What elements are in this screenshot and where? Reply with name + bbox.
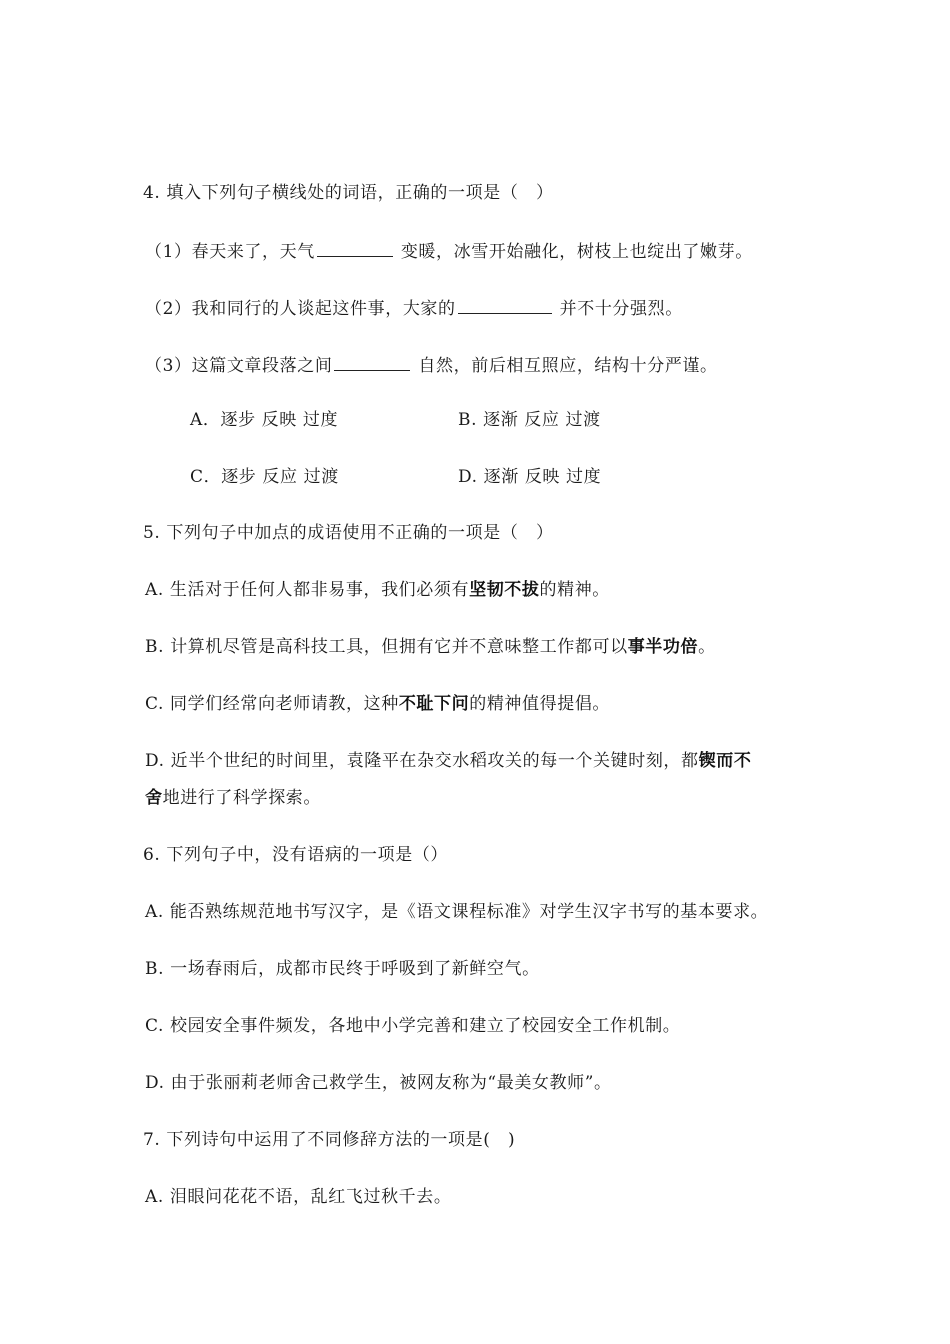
question-6-option-b: B. 一场春雨后，成都市民终于呼吸到了新鲜空气。 [145, 959, 540, 979]
option-text: B. 计算机尽管是高科技工具，但拥有它并不意味整工作都可以 [145, 637, 628, 657]
question-6-option-d: D. 由于张丽莉老师舍己救学生，被网友称为“最美女教师”。 [145, 1073, 612, 1093]
question-5-option-c [145, 692, 610, 716]
option-text: D. 近半个世纪的时间里，袁隆平在杂交水稻攻关的每一个关键时刻，都 [145, 751, 699, 771]
question-5-stem: 5. 下列句子中加点的成语使用不正确的一项是（ ） [143, 523, 554, 543]
idiom-highlight: 不耻下问 [398, 694, 470, 714]
question-4-sentence-1 [145, 238, 753, 264]
fill-blank [458, 295, 552, 314]
sentence-text: 自然，前后相互照应，结构十分严谨。 [412, 356, 718, 376]
question-4-sentence-2 [145, 295, 683, 321]
idiom-highlight: 锲而不 [698, 751, 752, 771]
sentence-text: 并不十分强烈。 [553, 299, 683, 319]
question-5-option-d [145, 749, 751, 773]
question-6-option-a: A. 能否熟练规范地书写汉字，是《语文课程标准》对学生汉字书写的基本要求。 [145, 902, 769, 922]
question-4-sentence-3 [145, 352, 718, 378]
question-5-option-a [145, 578, 610, 602]
question-4-option-c: C．逐步 反应 过渡 [190, 467, 339, 487]
option-text: C. 同学们经常向老师请教，这种 [145, 694, 399, 714]
fill-blank [334, 352, 410, 371]
question-6-stem: 6. 下列句子中，没有语病的一项是（） [143, 845, 449, 865]
option-text: 的精神。 [539, 580, 610, 600]
sentence-text: （3）这篇文章段落之间 [145, 356, 333, 376]
question-5-option-b [145, 635, 716, 659]
question-4-option-a: A．逐步 反映 过度 [190, 410, 339, 430]
question-7-option-a: A. 泪眼问花花不语，乱红飞过秋千去。 [145, 1187, 452, 1207]
option-text: 。 [698, 637, 716, 657]
question-4-option-d: D. 逐渐 反映 过度 [458, 467, 602, 487]
idiom-highlight: 舍 [145, 788, 163, 808]
option-text: 地进行了科学探索。 [162, 788, 322, 808]
option-text: 的精神值得提倡。 [469, 694, 611, 714]
fill-blank [317, 238, 393, 257]
idiom-highlight: 事半功倍 [627, 637, 699, 657]
question-6-option-c: C. 校园安全事件频发，各地中小学完善和建立了校园安全工作机制。 [145, 1016, 681, 1036]
sentence-text: （2）我和同行的人谈起这件事，大家的 [145, 299, 456, 319]
option-text: A. 生活对于任何人都非易事，我们必须有 [145, 580, 470, 600]
sentence-text: 变暖，冰雪开始融化，树枝上也绽出了嫩芽。 [394, 242, 753, 262]
question-4-option-b: B. 逐渐 反应 过渡 [458, 410, 601, 430]
sentence-text: （1）春天来了，天气 [145, 242, 315, 262]
idiom-highlight: 坚韧不拔 [469, 580, 540, 600]
question-7-stem: 7. 下列诗句中运用了不同修辞方法的一项是( ) [143, 1130, 516, 1150]
question-4-stem: 4. 填入下列句子横线处的词语，正确的一项是（ ） [143, 183, 554, 203]
question-5-option-d-continued [145, 786, 321, 810]
